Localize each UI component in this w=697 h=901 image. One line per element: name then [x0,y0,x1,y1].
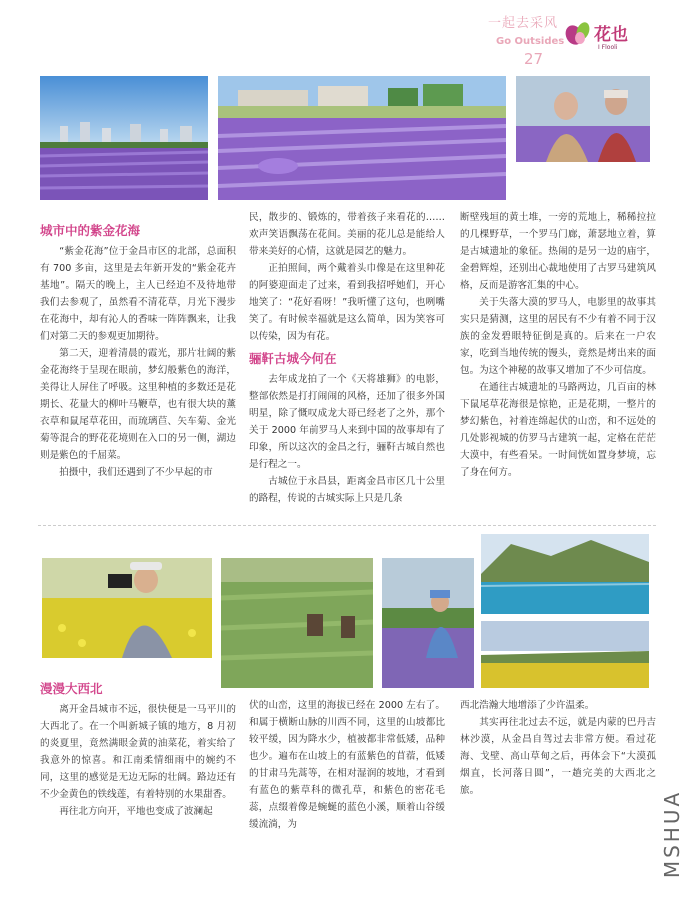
paragraph: 正拍照间，两个戴着头巾像是在这里种花的阿婆迎面走了过来，看到我招呼她们，开心地笑了：“花好看呀！”我听懂了这句，也咧嘴笑了。有时候幸福就是这么简单，因为笑容可以传染，因为有花。 [249,263,445,342]
paragraph: 在通往古城遗址的马路两边，几百亩的林下鼠尾草花海很是惊艳，正是花期，一整片的梦幻紫色，衬着连绵起伏的山峦，和不远处的几处影视城的仿罗马古建筑一起，定格在茫茫大漠中，有些看呆。一时间恍如置身梦境，忘了身在何方。 [460,382,656,478]
paragraph: 去年成龙拍了一个《天将雄狮》的电影，整部依然是打打闹闹的风格，还加了很多外国明星，除了慨叹成龙大哥已经老了之外，那个关于 2000 年前罗马人来到中国的故事却有了印象，所以这次的金昌之行，骊靬古城自然也是行程之一。 [249,374,445,470]
text-column-2 [249,209,445,507]
watermark-text: MSHUA [660,789,685,879]
paragraph: 再往北方向开，平地也变成了波澜起 [59,806,213,817]
section-title-great-northwest: 漫漫大西北 [40,681,103,696]
paragraph: 民，散步的、锻炼的，带着孩子来看花的……欢声笑语飘荡在花间。美丽的花儿总是能给人带来美好的心情，这就是园艺的魅力。 [249,212,445,257]
paragraph: 关于失落大漠的罗马人，电影里的故事其实只是猜测，这里的居民有不少有着不同于汉族的金发碧眼特征倒是真的。后来在一户农家，吃到当地传统的馒头，竟然是烤出来的面包。为这个神秘的故事又增加了不少可信度。 [460,297,656,376]
paragraph: 西北浩瀚大地增添了少许温柔。 [460,700,595,711]
photo-two-grandmothers [516,76,650,162]
logo-text: 花也 [594,25,628,45]
header-title-cn: 一起去采风 [488,16,559,31]
paragraph: 伏的山峦，这里的海拔已经在 2000 左右了。和属于横断山脉的川西不同，这里的山坡都比较平缓，因为降水少，植被都非常低矮，品种也少。遍布在山坡上的有蓝紫色的苜蓿，低矮的甘肃马先蒿等，在相对湿润的坡地，才看到有蓝色的紫草科的微孔草，和紫色的密花毛蕊，点缀着像是蜿蜒的蓝色小溪，顺着山谷缓缓流淌，为 [249,700,445,830]
page-number: 27 [524,50,544,68]
header-title-en: Go Outsides [496,36,565,47]
paragraph: 第二天，迎着清晨的霞光，那片壮阔的紫金花海终于呈现在眼前，梦幻般紫色的海洋，美得让人屏住了呼吸。这里种植的多数还是花期长、花量大的柳叶马鞭草，也有很大块的薰衣草和鼠尾草花田，而琉璃苣、矢车菊、金光菊等混合的野花花境则在入口的另一侧，湖边则是紫色的千屈菜。 [40,348,236,461]
section-title-liqian-ancient-city: 骊靬古城今何在 [249,351,337,366]
paragraph: “紫金花海”位于金昌市区的北部，总面积有 700 多亩，这里是去年新开发的“紫金花卉基地”。隔天的晚上，主人已经迫不及待地带我们去参观了，虽然看不清花草，月光下漫步在花海中，却有沁人的香味一阵阵飘来，让我们对第二天的参观更加期待。 [40,246,236,342]
paragraph: 其实再往北过去不远，就是内蒙的巴丹吉林沙漠，从金昌自驾过去非常方便。看过花海、戈壁、高山草甸之后，再体会下“大漠孤烟直，长河落日圆”，一趟完美的大西北之旅。 [460,717,656,796]
section-title-city-flower-sea: 城市中的紫金花海 [40,223,141,238]
photo-mountain-lake [481,534,649,614]
paragraph: 断壁残垣的黄土堆，一旁的荒地上，稀稀拉拉的几棵野草，一个罗马门廊，萧瑟地立着，算是古城遗址的象征。热闹的是另一边的庙宇，金碧辉煌，还别出心裁地使用了古罗马建筑风格，反而是游客汇集的中心。 [460,212,656,291]
page-header [440,6,690,72]
photo-lavender-field [218,76,506,200]
photo-woman-in-purple-flowers [382,558,474,688]
flower-logo-icon [564,18,594,48]
photo-grassland-beehives [221,558,373,688]
text-column-1 [40,221,236,481]
section-divider [38,525,656,526]
photo-yellow-field-hills [481,621,649,688]
logo-subtext: I Flooli [598,44,618,51]
paragraph: 离开金昌城市不远，很快便是一马平川的大西北了。在一个叫新城子镇的地方，8 月初的炎夏里，竟然满眼金黄的油菜花，着实给了我意外的惊喜。和江南柔情细雨中的婉约不同，这里的感觉是无边无际的壮阔。路边还有不少金黄色的铁线莲，有着特别的水果甜香。 [40,704,236,800]
watermark [660,786,690,886]
paragraph: 古城位于永昌县，距离金昌市区几十公里的路程，传说的古城实际上只是几条 [249,476,445,504]
photo-photographer-rapeseed [42,558,212,658]
paragraph: 拍摄中，我们还遇到了不少早起的市 [59,467,213,478]
text-column-5 [249,697,445,833]
text-column-4 [40,679,236,820]
text-column-3 [460,209,656,481]
text-column-6 [460,697,656,799]
photo-city-flower-sea [40,76,208,200]
